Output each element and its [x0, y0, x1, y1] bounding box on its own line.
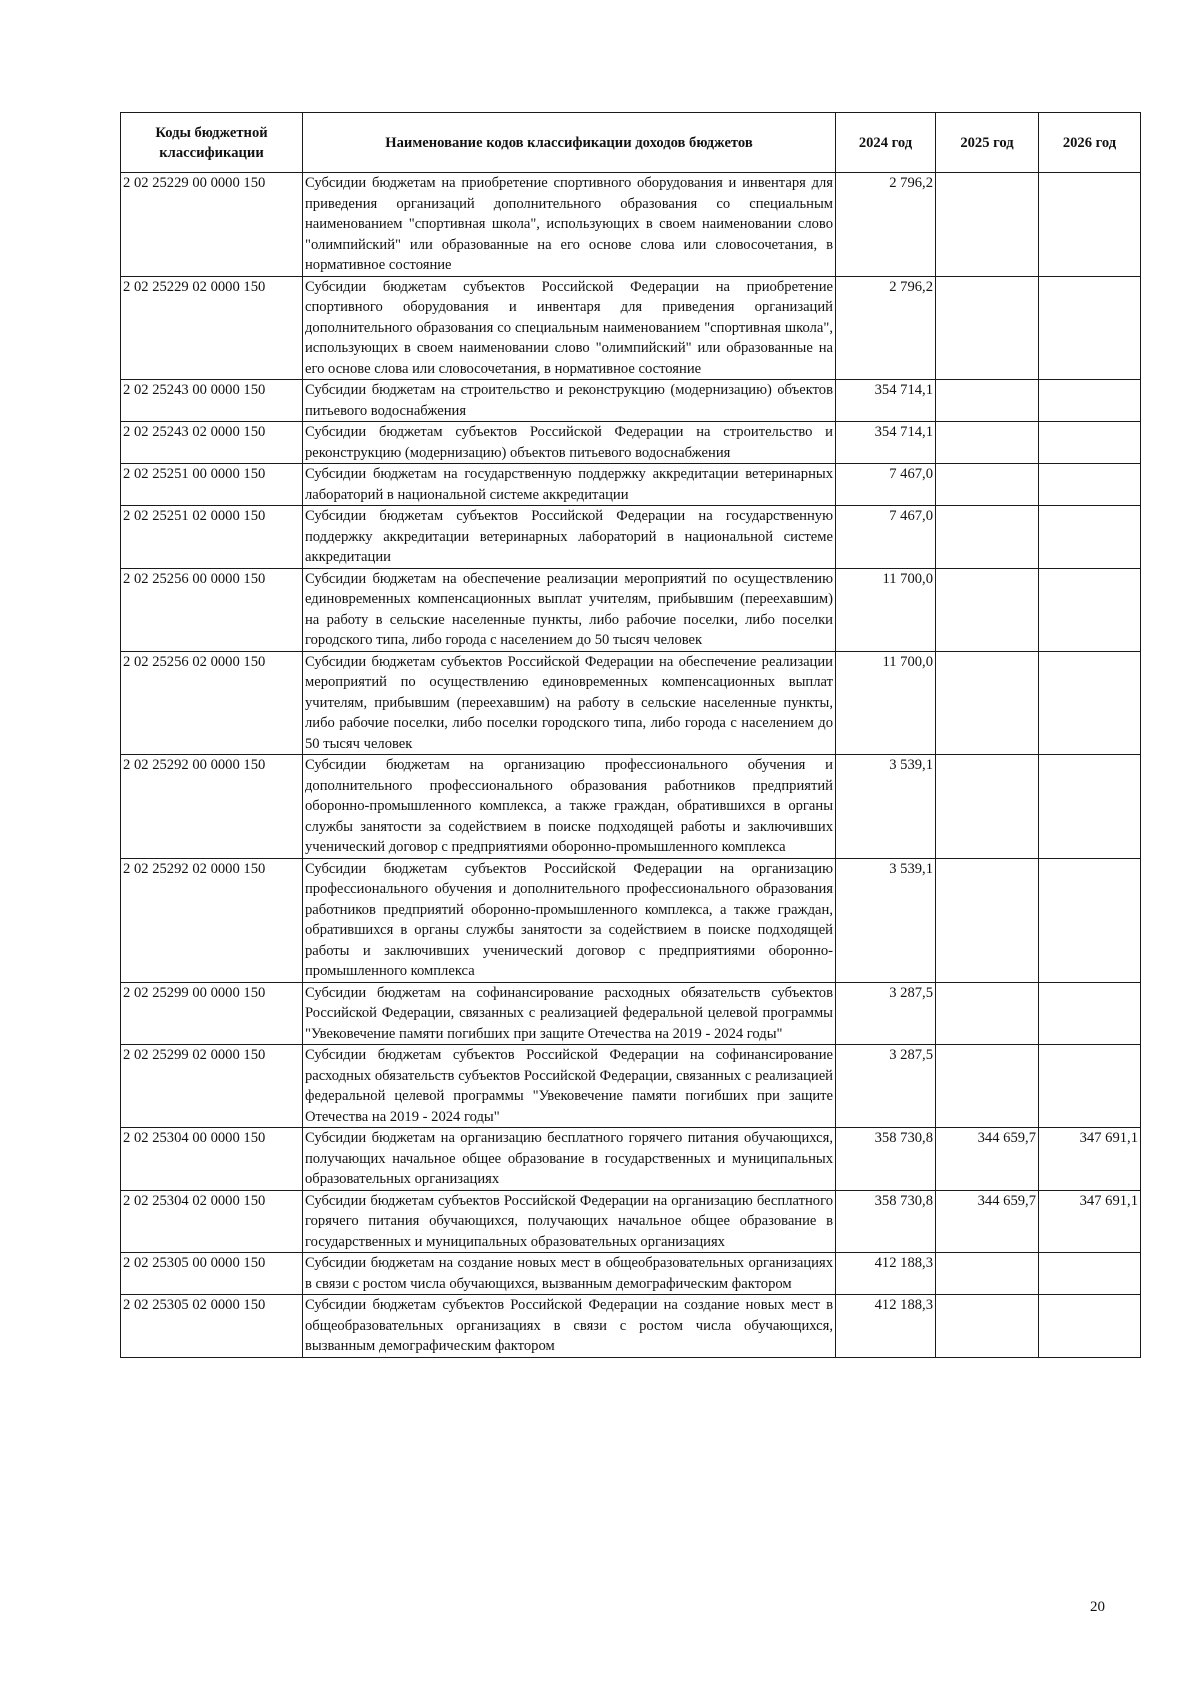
cell-2026 [1039, 651, 1141, 755]
cell-2025 [936, 755, 1039, 859]
cell-code: 2 02 25305 02 0000 150 [121, 1295, 303, 1358]
cell-code: 2 02 25256 00 0000 150 [121, 568, 303, 651]
cell-2026 [1039, 982, 1141, 1045]
cell-code: 2 02 25304 02 0000 150 [121, 1190, 303, 1253]
cell-code: 2 02 25292 02 0000 150 [121, 858, 303, 982]
table-row [121, 464, 1141, 506]
cell-name: Субсидии бюджетам на строительство и реконструкцию (модернизацию) объектов питьевого водоснабжения [303, 380, 836, 422]
cell-name: Субсидии бюджетам на организацию профессионального обучения и дополнительного профессионального образования работников предприятий оборонно-промышленного комплекса, а также граждан, обратившихся в органы службы занятости за содействием в поиске подходящей работы и заключивших ученический договор с предприятиями оборонно-промышленного комплекса [303, 755, 836, 859]
cell-name: Субсидии бюджетам на софинансирование расходных обязательств субъектов Российской Федерации, связанных с реализацией федеральной целевой программы "Увековечение памяти погибших при защите Отечества на 2019 - 2024 годы" [303, 982, 836, 1045]
cell-2026 [1039, 755, 1141, 859]
cell-2026 [1039, 1295, 1141, 1358]
cell-2024: 358 730,8 [836, 1190, 936, 1253]
table-row [121, 1253, 1141, 1295]
cell-2025 [936, 276, 1039, 380]
table-row [121, 506, 1141, 569]
cell-2024: 358 730,8 [836, 1128, 936, 1191]
cell-2025 [936, 506, 1039, 569]
cell-name: Субсидии бюджетам субъектов Российской Федерации на государственную поддержку аккредитации ветеринарных лабораторий в национальной системе аккредитации [303, 506, 836, 569]
cell-2026 [1039, 568, 1141, 651]
cell-name: Субсидии бюджетам на государственную поддержку аккредитации ветеринарных лабораторий в национальной системе аккредитации [303, 464, 836, 506]
cell-2026 [1039, 380, 1141, 422]
header-name: Наименование кодов классификации доходов бюджетов [303, 113, 836, 173]
cell-2025 [936, 1045, 1039, 1128]
table-row [121, 1190, 1141, 1253]
cell-2026 [1039, 422, 1141, 464]
cell-2025 [936, 422, 1039, 464]
table-header-row [121, 113, 1141, 173]
cell-2024: 3 539,1 [836, 858, 936, 982]
cell-name: Субсидии бюджетам субъектов Российской Федерации на организацию профессионального обучения и дополнительного профессионального образования работников предприятий оборонно-промышленного комплекса, а также граждан, обратившихся в органы службы занятости за содействием в поиске подходящей работы и заключивших ученический договор с предприятиями оборонно-промышленного комплекса [303, 858, 836, 982]
table-row [121, 651, 1141, 755]
cell-name: Субсидии бюджетам на создание новых мест в общеобразовательных организациях в связи с ростом числа обучающихся, вызванным демографическим фактором [303, 1253, 836, 1295]
cell-2025 [936, 380, 1039, 422]
page-number: 20 [1090, 1599, 1105, 1615]
cell-2026 [1039, 173, 1141, 277]
cell-code: 2 02 25243 00 0000 150 [121, 380, 303, 422]
cell-2024: 412 188,3 [836, 1253, 936, 1295]
cell-2025 [936, 464, 1039, 506]
table-row [121, 858, 1141, 982]
cell-code: 2 02 25229 02 0000 150 [121, 276, 303, 380]
cell-2025 [936, 1295, 1039, 1358]
cell-code: 2 02 25299 00 0000 150 [121, 982, 303, 1045]
cell-2026: 347 691,1 [1039, 1128, 1141, 1191]
cell-name: Субсидии бюджетам субъектов Российской Федерации на создание новых мест в общеобразовательных организациях в связи с ростом числа обучающихся, вызванным демографическим фактором [303, 1295, 836, 1358]
header-2025: 2025 год [936, 113, 1039, 173]
cell-name: Субсидии бюджетам на организацию бесплатного горячего питания обучающихся, получающих начальное общее образование в государственных и муниципальных образовательных организациях [303, 1128, 836, 1191]
cell-code: 2 02 25305 00 0000 150 [121, 1253, 303, 1295]
cell-code: 2 02 25251 02 0000 150 [121, 506, 303, 569]
table-row [121, 380, 1141, 422]
header-2024: 2024 год [836, 113, 936, 173]
cell-2026: 347 691,1 [1039, 1190, 1141, 1253]
cell-name: Субсидии бюджетам субъектов Российской Федерации на приобретение спортивного оборудования и инвентаря для приведения организаций дополнительного образования со специальным наименованием "спортивная школа", использующих в своем наименовании слово "олимпийский" или образованные на его основе слова или словосочетания, в нормативное состояние [303, 276, 836, 380]
cell-name: Субсидии бюджетам на приобретение спортивного оборудования и инвентаря для приведения организаций дополнительного образования со специальным наименованием "спортивная школа", использующих в своем наименовании слово "олимпийский" или образованные на его основе слова или словосочетания, в нормативное состояние [303, 173, 836, 277]
cell-code: 2 02 25299 02 0000 150 [121, 1045, 303, 1128]
cell-2024: 3 539,1 [836, 755, 936, 859]
header-2026: 2026 год [1039, 113, 1141, 173]
table-row [121, 1128, 1141, 1191]
table-row [121, 982, 1141, 1045]
cell-2026 [1039, 506, 1141, 569]
cell-name: Субсидии бюджетам субъектов Российской Федерации на строительство и реконструкцию (модернизацию) объектов питьевого водоснабжения [303, 422, 836, 464]
cell-2024: 412 188,3 [836, 1295, 936, 1358]
table-row [121, 173, 1141, 277]
cell-2024: 7 467,0 [836, 464, 936, 506]
cell-name: Субсидии бюджетам субъектов Российской Федерации на обеспечение реализации мероприятий по осуществлению единовременных компенсационных выплат учителям, прибывшим (переехавшим) на работу в сельские населенные пункты, либо рабочие поселки, либо поселки городского типа, либо города с населением до 50 тысяч человек [303, 651, 836, 755]
cell-2026 [1039, 1045, 1141, 1128]
cell-2025 [936, 858, 1039, 982]
cell-code: 2 02 25256 02 0000 150 [121, 651, 303, 755]
cell-2025 [936, 651, 1039, 755]
cell-2025 [936, 173, 1039, 277]
cell-name: Субсидии бюджетам на обеспечение реализации мероприятий по осуществлению единовременных компенсационных выплат учителям, прибывшим (переехавшим) на работу в сельские населенные пункты, либо рабочие поселки, либо поселки городского типа, либо города с населением до 50 тысяч человек [303, 568, 836, 651]
cell-2024: 2 796,2 [836, 173, 936, 277]
cell-2024: 2 796,2 [836, 276, 936, 380]
cell-2024: 3 287,5 [836, 1045, 936, 1128]
cell-2024: 7 467,0 [836, 506, 936, 569]
cell-2024: 354 714,1 [836, 422, 936, 464]
cell-2024: 11 700,0 [836, 568, 936, 651]
cell-name: Субсидии бюджетам субъектов Российской Федерации на организацию бесплатного горячего питания обучающихся, получающих начальное общее образование в государственных и муниципальных образовательных организациях [303, 1190, 836, 1253]
table-body [121, 173, 1141, 1358]
table-row [121, 276, 1141, 380]
budget-revenue-table [120, 112, 1141, 1358]
table-row [121, 568, 1141, 651]
cell-2026 [1039, 858, 1141, 982]
cell-2025 [936, 1253, 1039, 1295]
cell-2026 [1039, 1253, 1141, 1295]
table-row [121, 1045, 1141, 1128]
cell-2025 [936, 982, 1039, 1045]
cell-code: 2 02 25251 00 0000 150 [121, 464, 303, 506]
cell-code: 2 02 25304 00 0000 150 [121, 1128, 303, 1191]
cell-2024: 11 700,0 [836, 651, 936, 755]
cell-name: Субсидии бюджетам субъектов Российской Федерации на софинансирование расходных обязательств субъектов Российской Федерации, связанных с реализацией федеральной целевой программы "Увековечение памяти погибших при защите Отечества на 2019 - 2024 годы" [303, 1045, 836, 1128]
cell-2024: 354 714,1 [836, 380, 936, 422]
table-row [121, 755, 1141, 859]
cell-code: 2 02 25292 00 0000 150 [121, 755, 303, 859]
cell-2026 [1039, 276, 1141, 380]
cell-code: 2 02 25229 00 0000 150 [121, 173, 303, 277]
cell-2025: 344 659,7 [936, 1190, 1039, 1253]
cell-2025: 344 659,7 [936, 1128, 1039, 1191]
table-row [121, 422, 1141, 464]
cell-2026 [1039, 464, 1141, 506]
header-code: Коды бюджетной классификации [121, 113, 303, 173]
table-row [121, 1295, 1141, 1358]
cell-2025 [936, 568, 1039, 651]
cell-code: 2 02 25243 02 0000 150 [121, 422, 303, 464]
cell-2024: 3 287,5 [836, 982, 936, 1045]
